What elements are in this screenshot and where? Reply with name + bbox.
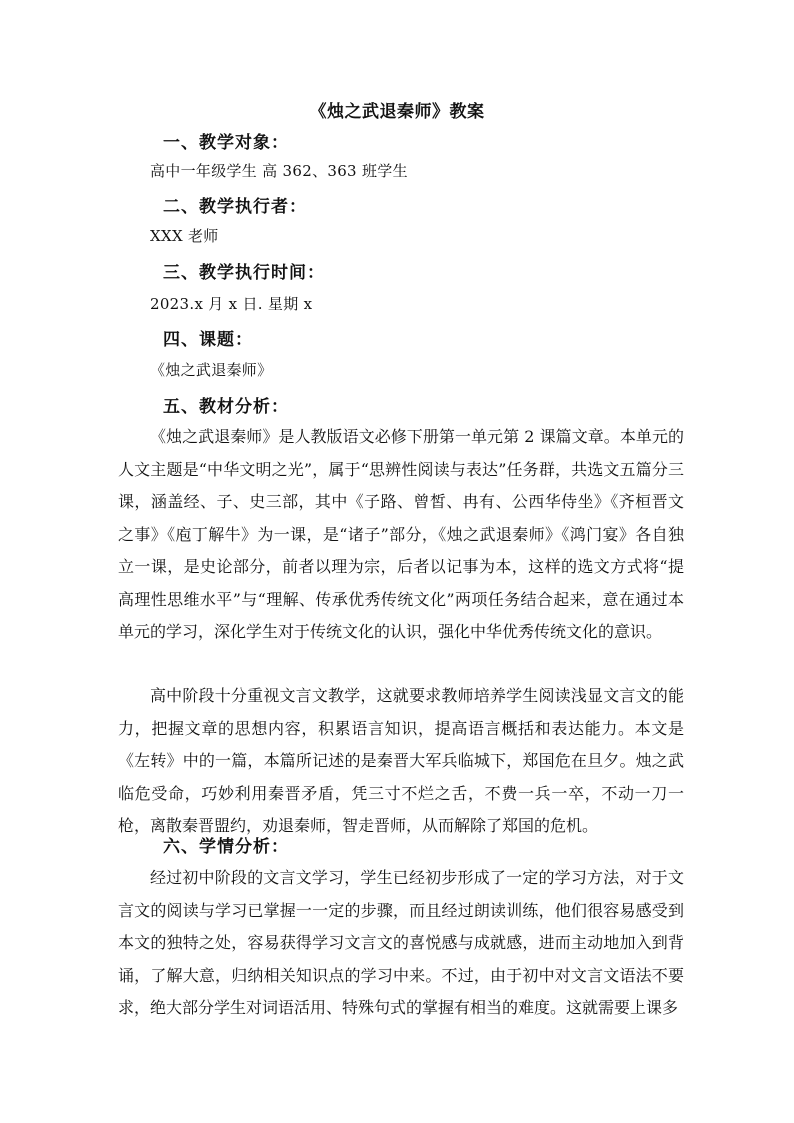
heading-learner-analysis: 六、学情分析： — [163, 837, 289, 857]
learner-analysis-paragraph-1: 经过初中阶段的文言文学习，学生已经初步形成了一定的学习方法，对于文言文的阅读与学习已掌握一一定的步骤，而且经过朗读训练，他们很容易感受到本文的独特之处，容易获得学习文言文的喜悦感与成就感，进而主动地加入到背诵，了解大意，归纳相关知识点的学习中来。不过，由于初中对文言文语法不要求，绝大部分学生对词语活用、特殊句式的掌握有相当的难度。这就需要上课多 — [118, 868, 684, 1017]
heading-material-analysis: 五、教材分析： — [163, 397, 289, 417]
teaching-target-content: 高中一年级学生 高 362、363 班学生 — [150, 162, 408, 180]
heading-teaching-time: 三、教学执行时间： — [163, 263, 325, 283]
heading-topic: 四、课题： — [163, 330, 253, 350]
document-title: 《烛之武退秦师》教案 — [309, 102, 485, 122]
teaching-time-content: 2023.x 月 x 日. 星期 x — [150, 295, 313, 313]
heading-teacher: 二、教学执行者： — [163, 197, 307, 217]
teacher-content: XXX 老师 — [150, 227, 219, 245]
topic-content: 《烛之武退秦师》 — [150, 361, 273, 379]
material-analysis-paragraph-1: 《烛之武退秦师》是人教版语文必修下册第一单元第 2 课篇文章。本单元的人文主题是“中华文明之光”，属于“思辨性阅读与表达”任务群，共选文五篇分三课，涵盖经、子、史三部，其中《子路、曾皙、冉有、公西华侍坐》《齐桓晋文之事》《庖丁解牛》为一课，是“诸子”部分，《烛之武退秦师》《鸿门宴》各自独立一课，是史论部分，前者以理为宗，后者以记事为本，这样的选文方式将“提高理性思维水平”与“理解、传承优秀传统文化”两项任务结合起来，意在通过本单元的学习，深化学生对于传统文化的认识，强化中华优秀传统文化的意识。 — [118, 427, 684, 641]
heading-teaching-target: 一、教学对象： — [163, 133, 289, 153]
material-analysis-paragraph-2: 高中阶段十分重视文言文教学，这就要求教师培养学生阅读浅显文言文的能力，把握文章的思想内容，积累语言知识，提高语言概括和表达能力。本文是《左转》中的一篇，本篇所记述的是秦晋大军兵临城下，郑国危在旦夕。烛之武临危受命，巧妙利用秦晋矛盾，凭三寸不烂之舌，不费一兵一卒，不动一刀一枪，离散秦晋盟约，劝退秦师，智走晋师，从而解除了郑国的危机。 — [118, 686, 684, 835]
